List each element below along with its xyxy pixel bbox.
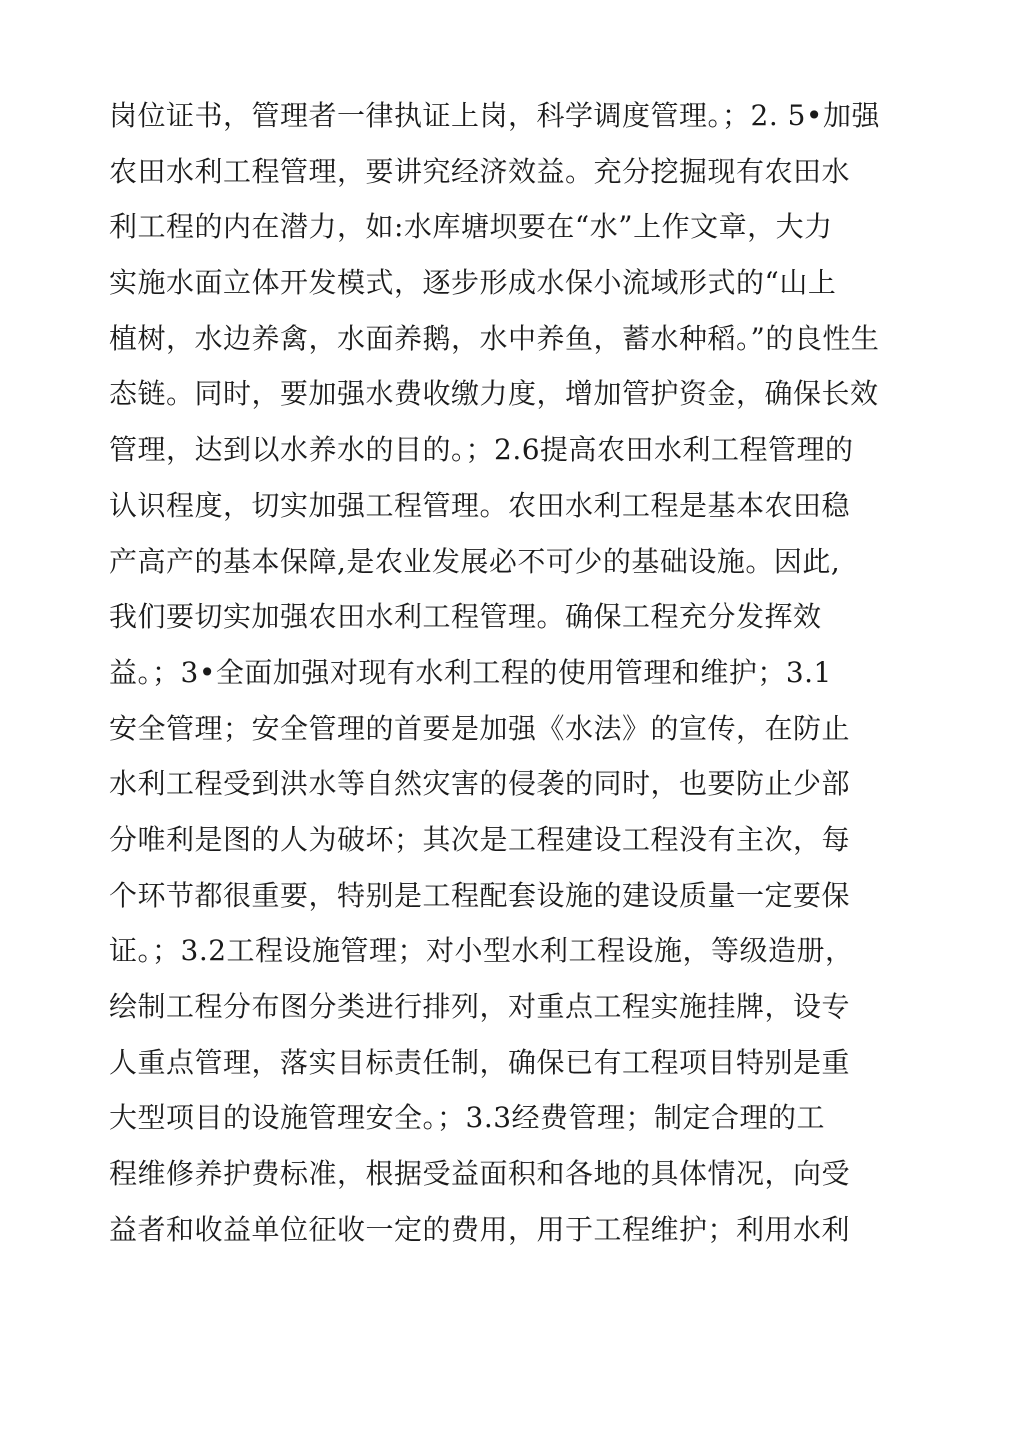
- text-line: 管理，达到以水养水的目的。；2.6提高农田水利工程管理的: [109, 433, 854, 467]
- text-line: 岗位证书，管理者一律执证上岗，科学调度管理。；2. 5•加强: [109, 99, 880, 132]
- body-text: [109, 88, 909, 1257]
- text-line: 程维修养护费标准，根据受益面积和各地的具体情况，向受: [109, 1157, 851, 1191]
- text-line: 产高产的基本保障,是农业发展必不可少的基础设施。因此,: [109, 544, 841, 578]
- text-line: 大型项目的设施管理安全。；3.3经费管理；制定合理的工: [109, 1101, 826, 1135]
- text-line: 认识程度，切实加强工程管理。农田水利工程是基本农田稳: [109, 488, 851, 522]
- text-line: 个环节都很重要，特别是工程配套设施的建设质量一定要保: [109, 878, 851, 912]
- text-line: 益。；3•全面加强对现有水利工程的使用管理和维护；3.1: [109, 655, 832, 689]
- text-line: 分唯利是图的人为破坏；其次是工程建设工程没有主次，每: [109, 822, 851, 856]
- text-line: 绘制工程分布图分类进行排列，对重点工程实施挂牌，设专: [109, 990, 851, 1023]
- text-line: 农田水利工程管理，要讲究经济效益。充分挖掘现有农田水: [109, 154, 851, 188]
- text-line: 证。；3.2工程设施管理；对小型水利工程设施，等级造册，: [109, 934, 854, 968]
- text-line: 实施水面立体开发模式，逐步形成水保小流域形式的“山上: [109, 266, 837, 300]
- text-line: 安全管理；安全管理的首要是加强《水法》的宣传，在防止: [109, 711, 851, 745]
- text-line: 益者和收益单位征收一定的费用，用于工程维护；利用水利: [109, 1212, 851, 1246]
- text-line: 利工程的内在潜力，如:水库塘坝要在“水”上作文章，大力: [109, 210, 833, 244]
- text-line: 水利工程受到洪水等自然灾害的侵袭的同时，也要防止少部: [109, 767, 851, 801]
- text-line: 态链。同时，要加强水费收缴力度，增加管护资金，确保长效: [109, 377, 879, 411]
- text-line: 我们要切实加强农田水利工程管理。确保工程充分发挥效: [109, 600, 822, 634]
- text-line: 人重点管理，落实目标责任制，确保已有工程项目特别是重: [109, 1045, 851, 1079]
- text-line: 植树，水边养禽，水面养鹅，水中养鱼，蓄水种稻。”的良性生: [109, 321, 880, 355]
